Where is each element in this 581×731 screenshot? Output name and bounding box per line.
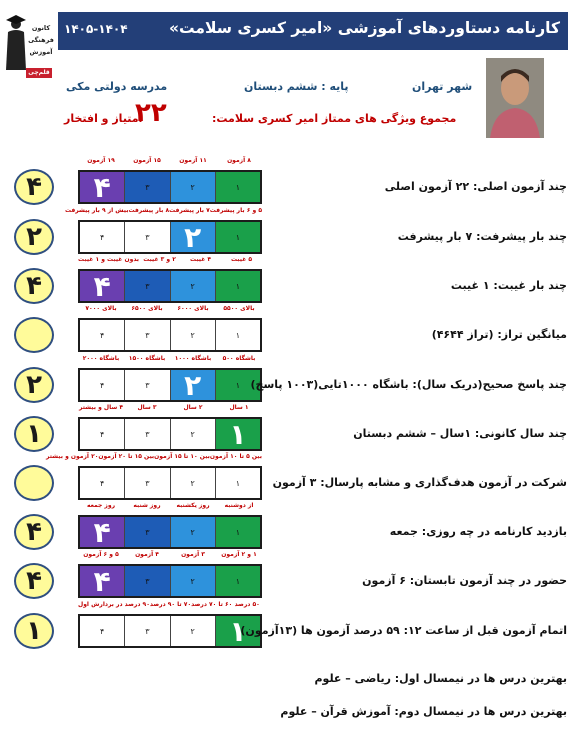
logo-badge: قلم‌چی xyxy=(26,68,52,78)
threshold-label: ۹۰ درصد در بردارش اول xyxy=(78,601,150,608)
row-score-badge: ۱ xyxy=(14,416,54,452)
level-cell: ۲ xyxy=(170,517,215,547)
row-thresholds xyxy=(78,157,262,164)
threshold-label: ۱ و ۲ آزمون xyxy=(221,551,257,558)
threshold-label: ۱ سال xyxy=(229,404,249,411)
level-cell: ۴ xyxy=(80,468,124,498)
best-subjects-term2: بهترین درس ها در نیمسال دوم: آموزش قرآن – علوم xyxy=(280,705,567,718)
row-score-badge xyxy=(14,317,54,353)
threshold-label: بین ۱۰ تا ۱۵ آزمون xyxy=(154,453,210,460)
row-score-badge: ۴ xyxy=(14,169,54,205)
threshold-label: ۱۵ آزمون xyxy=(133,157,161,164)
level-cell: ۲ xyxy=(170,222,215,252)
level-bar xyxy=(78,564,262,598)
level-cell: ۴ xyxy=(80,320,124,350)
city-label: شهر تهران xyxy=(412,80,473,93)
threshold-label: بین ۵ تا ۱۰ آزمون xyxy=(209,453,262,460)
level-cell: ۳ xyxy=(124,172,169,202)
school-label: مدرسه دولتی مکی xyxy=(66,80,168,93)
level-cell: ۱ xyxy=(215,468,260,498)
threshold-label: باشگاه ۱۰۰۰ xyxy=(174,355,212,362)
features-label: مجموع ویژگی های ممتاز امیر کسری سلامت: xyxy=(212,112,457,125)
level-cell: ۳ xyxy=(124,616,169,646)
level-cell: ۳ xyxy=(124,419,169,449)
best-subjects-term1: بهترین درس ها در نیمسال اول: ریاضی – علوم xyxy=(314,672,567,685)
level-cell: ۱ xyxy=(215,320,260,350)
level-cell: ۴ xyxy=(80,370,124,400)
row-thresholds xyxy=(78,256,262,263)
threshold-label: روز یکشنبه xyxy=(176,502,210,509)
threshold-label: ۱۱ آزمون xyxy=(179,157,207,164)
threshold-label: ۷ بار پیشرفت xyxy=(169,207,210,214)
level-cell: ۲ xyxy=(170,271,215,301)
row-score-badge: ۲ xyxy=(14,219,54,255)
row-question: چند بار پیشرفت: ۷ بار پیشرفت xyxy=(397,230,567,243)
level-cell: ۴ xyxy=(80,271,124,301)
row-question: چند پاسخ صحیح(دریک سال): باشگاه ۱۰۰۰تایی(۱۰۰۳ پاسخ) xyxy=(250,378,567,391)
row-question: اتمام آزمون قبل از ساعت ۱۲: ۵۹ درصد آزمون ها (۱۳آزمون) xyxy=(240,624,567,637)
threshold-label: ۵۰ درصد xyxy=(234,601,260,608)
level-cell: ۳ xyxy=(124,320,169,350)
level-cell: ۲ xyxy=(170,616,215,646)
logo-line-2: فرهنگی xyxy=(28,36,54,44)
level-bar xyxy=(78,220,262,254)
threshold-label: ۸ بار پیشرفت xyxy=(128,207,170,214)
row-score-badge xyxy=(14,465,54,501)
level-cell: ۴ xyxy=(80,419,124,449)
row-score-badge: ۴ xyxy=(14,514,54,550)
threshold-label: باشگاه ۵۰۰ xyxy=(222,355,256,362)
row-question: میانگین تراز: (تراز ۴۶۴۴) xyxy=(431,328,567,341)
threshold-label: ۵ و ۶ بار پیشرفت xyxy=(209,207,262,214)
threshold-label: ۸ آزمون xyxy=(227,157,251,164)
threshold-label: بین ۱۵ تا ۲۰ آزمون xyxy=(98,453,155,460)
level-cell: ۴ xyxy=(80,616,124,646)
level-bar xyxy=(78,318,262,352)
threshold-label: ۲۰ آزمون و بیشتر xyxy=(45,453,99,460)
row-question: چند آزمون اصلی: ۲۲ آزمون اصلی xyxy=(384,180,567,193)
threshold-label: ۴ آزمون xyxy=(135,551,159,558)
level-cell: ۳ xyxy=(124,517,169,547)
score-caption: امتیاز و افتخار xyxy=(64,112,143,125)
level-bar xyxy=(78,417,262,451)
threshold-label: ۳ آزمون xyxy=(181,551,205,558)
logo xyxy=(4,10,56,80)
level-cell: ۱ xyxy=(215,370,260,400)
row-question: بازدید کارنامه در چه روزی: جمعه xyxy=(389,525,567,538)
threshold-label: ۴ سال و بیشتر xyxy=(78,404,124,411)
level-bar xyxy=(78,466,262,500)
row-question: چند بار غیبت: ۱ غیبت xyxy=(450,279,567,292)
threshold-label: ۵ و ۶ آزمون xyxy=(83,551,119,558)
row-thresholds xyxy=(78,305,262,312)
logo-line-1: کانون xyxy=(31,24,51,32)
row-thresholds xyxy=(78,551,262,558)
threshold-label: باشگاه ۱۵۰۰ xyxy=(128,355,166,362)
level-cell: ۴ xyxy=(80,222,124,252)
threshold-label: ۴ غیبت xyxy=(189,256,212,263)
level-cell: ۱ xyxy=(215,271,260,301)
academic-year: ۱۴۰۵-۱۴۰۴ xyxy=(64,22,128,36)
threshold-label: بالای ۵۵۰۰ xyxy=(223,305,255,312)
level-cell: ۲ xyxy=(170,468,215,498)
level-cell: ۲ xyxy=(170,370,215,400)
threshold-label: ۵ غیبت xyxy=(230,256,253,263)
level-cell: ۳ xyxy=(124,566,169,596)
row-question: چند سال کانونی: ۱سال – ششم دبستان xyxy=(353,427,567,440)
level-cell: ۳ xyxy=(124,370,169,400)
level-cell: ۱ xyxy=(215,517,260,547)
row-score-badge: ۴ xyxy=(14,563,54,599)
threshold-label: روز جمعه xyxy=(86,502,116,509)
row-thresholds xyxy=(78,502,262,509)
level-cell: ۱ xyxy=(215,616,260,646)
threshold-label: از دوشنبه xyxy=(224,502,254,509)
level-cell: ۳ xyxy=(124,271,169,301)
page-title: کارنامه دستاوردهای آموزشی «امیر کسری سلامت» xyxy=(168,19,560,37)
row-thresholds xyxy=(78,601,262,608)
threshold-label: روز شنبه xyxy=(133,502,161,509)
level-cell: ۴ xyxy=(80,172,124,202)
level-cell: ۳ xyxy=(124,468,169,498)
row-score-badge: ۲ xyxy=(14,367,54,403)
level-bar xyxy=(78,614,262,648)
level-cell: ۲ xyxy=(170,172,215,202)
level-bar xyxy=(78,368,262,402)
level-cell: ۱ xyxy=(215,419,260,449)
row-thresholds xyxy=(45,453,262,460)
level-cell: ۲ xyxy=(170,566,215,596)
threshold-label: بالای ۶۵۰۰ xyxy=(131,305,163,312)
level-bar xyxy=(78,269,262,303)
threshold-label: ۶۰ تا ۷۰ درصد xyxy=(191,601,233,608)
row-question: شرکت در آزمون هدف‌گذاری و مشابه پارسال: ۳ آزمون xyxy=(272,476,567,489)
level-bar xyxy=(78,170,262,204)
threshold-label: ۲ و ۳ غیبت xyxy=(143,256,176,263)
threshold-label: ۱۹ آزمون xyxy=(87,157,115,164)
level-cell: ۱ xyxy=(215,222,260,252)
row-score-badge: ۱ xyxy=(14,613,54,649)
logo-line-3: آموزش xyxy=(29,48,53,56)
row-thresholds xyxy=(78,404,262,411)
student-photo xyxy=(486,58,544,138)
threshold-label: ۳ سال xyxy=(137,404,157,411)
row-score-badge: ۴ xyxy=(14,268,54,304)
level-cell: ۳ xyxy=(124,222,169,252)
threshold-label: بدون غیبت و ۱ غیبت xyxy=(78,256,140,263)
level-cell: ۲ xyxy=(170,419,215,449)
grade-label: پایه : ششم دبستان xyxy=(244,80,349,93)
row-question: حضور در چند آزمون تابستان: ۶ آزمون xyxy=(362,574,567,587)
threshold-label: باشگاه ۲۰۰۰ xyxy=(82,355,120,362)
header-bar xyxy=(58,12,568,50)
level-bar xyxy=(78,515,262,549)
level-cell: ۴ xyxy=(80,517,124,547)
threshold-label: بالای ۷۰۰۰ xyxy=(85,305,117,312)
row-thresholds xyxy=(78,355,262,362)
threshold-label: بالای ۶۰۰۰ xyxy=(177,305,209,312)
level-cell: ۱ xyxy=(215,172,260,202)
level-cell: ۱ xyxy=(215,566,260,596)
total-score: ۲۲ xyxy=(135,98,167,128)
level-cell: ۲ xyxy=(170,320,215,350)
threshold-label: ۷۰ تا ۹۰ درصد xyxy=(149,601,192,608)
threshold-label: ۲ سال xyxy=(183,404,203,411)
threshold-label: بیش از ۹ بار پیشرفت xyxy=(64,207,129,214)
row-thresholds xyxy=(64,207,262,214)
level-cell: ۴ xyxy=(80,566,124,596)
